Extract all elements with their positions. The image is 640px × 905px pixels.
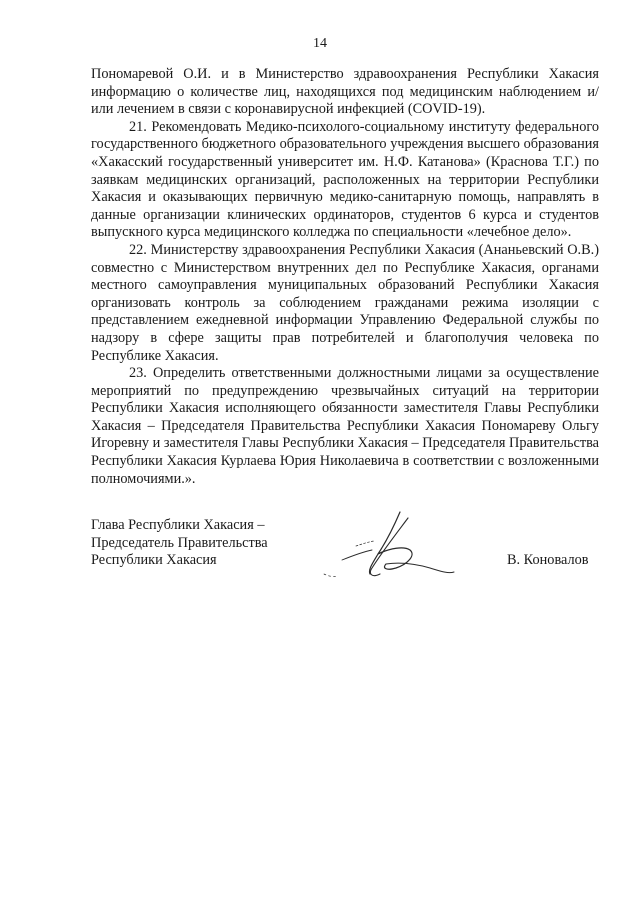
signatory-position-line-2: Председатель Правительства bbox=[91, 534, 268, 551]
paragraph-21: 21. Рекомендовать Медико-психолого-социальному институту федерального государственного бюджетного образовательного учреждения высшего образования «Хакасский государственный университет им. Н.Ф. Катанова» (Краснова Т.Г.) по заявкам медицинских организаций, расположенных на территории Республики Хакасия и оказывающих первичную медико-санитарную помощь, направлять в данные организации клинических ординаторов, студентов 6 курса и студентов выпускного курса медицинского колледжа по специальности «лечебное дело». bbox=[91, 118, 599, 241]
paragraph-22: 22. Министерству здравоохранения Республики Хакасия (Ананьевский О.В.) совместно с Министерством внутренних дел по Республике Хакасия, органами местного самоуправления муниципальных образований Республики Хакасия организовать контроль за соблюдением гражданами режима изоляции с представлением ежедневной информации Управлению Федеральной службы по надзору в сфере защиты прав потребителей и благополучия человека по Республике Хакасия. bbox=[91, 241, 599, 364]
signatory-name: В. Коновалов bbox=[507, 552, 589, 568]
document-body bbox=[91, 66, 599, 488]
signatory-position-line-3: Республики Хакасия bbox=[91, 552, 217, 569]
paragraph-23: 23. Определить ответственными должностными лицами за осуществление мероприятий по предупреждению чрезвычайных ситуаций на территории Республики Хакасия исполняющего обязанности заместителя Главы Республики Хакасия – Председателя Правительства Республики Хакасия Пономареву Ольгу Игоревну и заместителя Главы Республики Хакасия – Председателя Правительства Республики Хакасия Курлаева Юрия Николаевича в соответствии с возложенными полномочиями.». bbox=[91, 365, 599, 487]
paragraph-continuation: Пономаревой О.И. и в Министерство здравоохранения Республики Хакасия информацию о количестве лиц, находящихся под медицинским наблюдением и/или лечением в связи с коронавирусной инфекцией (COVID-19). bbox=[91, 66, 599, 118]
page-number: 14 bbox=[313, 36, 327, 51]
signatory-position-line-1: Глава Республики Хакасия – bbox=[91, 517, 265, 533]
handwritten-signature bbox=[312, 508, 462, 586]
signatory-position bbox=[91, 517, 268, 570]
